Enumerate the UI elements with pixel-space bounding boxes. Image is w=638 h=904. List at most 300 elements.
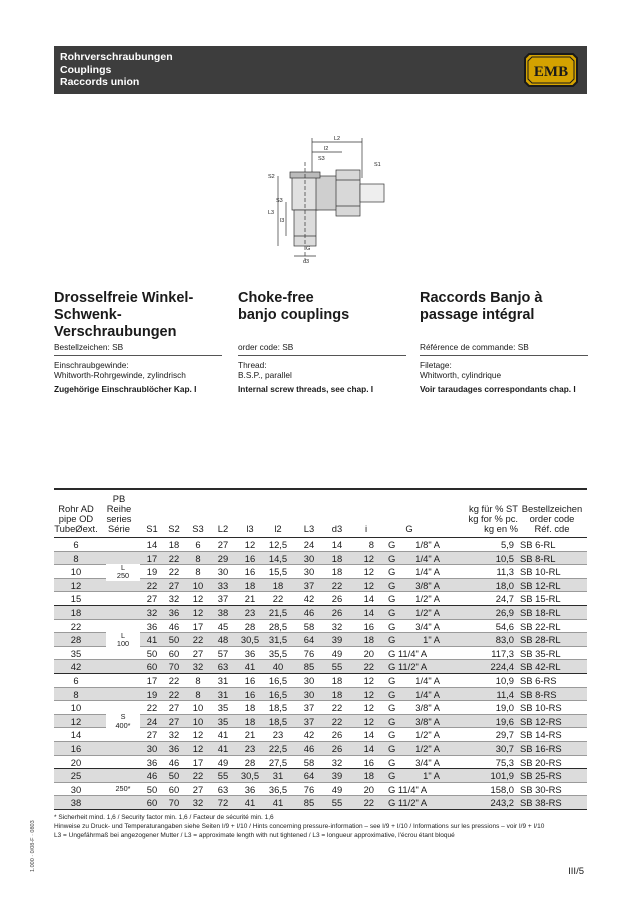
thread-info: Einschraubgewinde: Whitworth-Rohrgewinde, zylindrisch — [54, 360, 186, 380]
cell-G-prefix: G — [388, 566, 396, 578]
cell-tube: 22 — [70, 620, 82, 632]
table-row — [54, 756, 587, 770]
cell-l3: 28 — [244, 620, 256, 632]
cell-s1: 14 — [146, 539, 158, 550]
cell-s3: 17 — [192, 620, 204, 632]
cell-G — [388, 621, 458, 633]
cell-G — [388, 648, 458, 660]
cell-i: 18 — [363, 634, 374, 646]
th-i: i — [364, 523, 368, 534]
cell-s2: 60 — [168, 783, 180, 795]
footnotes — [54, 813, 594, 841]
cell-L3: 37 — [303, 715, 315, 727]
cell-s3: 8 — [195, 688, 201, 700]
thread-info: Filetage: Whitworth, cylindrique — [420, 360, 502, 380]
cell-ref: SB 42-RL — [520, 661, 561, 673]
dimensions-table — [54, 488, 587, 810]
header-line-en: Couplings — [60, 63, 112, 76]
cell-s1: 32 — [146, 606, 158, 618]
cell-L2: 45 — [217, 620, 229, 632]
cell-tube: 35 — [70, 647, 82, 659]
cell-l3: 30,5 — [240, 770, 260, 782]
cell-L3: 30 — [303, 688, 315, 700]
table-row — [54, 592, 587, 606]
cell-d3: 22 — [331, 702, 343, 714]
cell-s3: 17 — [192, 756, 204, 768]
cell-i: 12 — [363, 552, 374, 564]
cell-L2: 49 — [217, 756, 229, 768]
cell-s2: 27 — [168, 702, 180, 714]
cell-s3: 10 — [192, 579, 204, 591]
cell-i: 14 — [363, 593, 374, 605]
cell-G — [388, 784, 458, 796]
cell-G-size: 3/8" A — [415, 715, 440, 727]
cell-tube: 6 — [73, 539, 79, 550]
cell-l3: 16 — [244, 566, 256, 578]
header-line-fr: Raccords union — [60, 76, 140, 88]
cell-G-prefix: G — [388, 756, 396, 768]
cell-G — [388, 716, 458, 728]
cell-l2: 31 — [272, 770, 284, 782]
cell-s1: 50 — [146, 783, 158, 795]
table-header — [54, 488, 587, 538]
table-row — [54, 688, 587, 702]
cell-G — [388, 689, 458, 701]
cell-l3: 18 — [244, 715, 256, 727]
cell-L2: 63 — [217, 661, 229, 673]
cell-ref: SB 10-RL — [520, 566, 561, 578]
cell-G-size: 3/4" A — [415, 620, 440, 632]
cell-s3: 27 — [192, 647, 204, 659]
cell-ref: SB 38-RS — [520, 797, 562, 809]
cell-l2: 21,5 — [268, 606, 288, 618]
cell-L3: 30 — [303, 566, 315, 578]
cell-ref: SB 6-RL — [520, 539, 556, 550]
cell-i: 16 — [363, 756, 374, 768]
dim-S3: S3 — [276, 198, 283, 204]
cell-L2: 72 — [217, 797, 229, 809]
cell-G-size: 1/2" A — [415, 729, 440, 741]
cell-L2: 57 — [217, 647, 229, 659]
cell-l3: 23 — [244, 606, 256, 618]
cell-d3: 55 — [331, 661, 343, 673]
cell-s1: 36 — [146, 756, 158, 768]
cell-s3: 10 — [192, 715, 204, 727]
th-l2: l2 — [274, 523, 282, 534]
cell-L2: 41 — [217, 729, 229, 741]
cell-d3: 26 — [331, 606, 343, 618]
cell-s3: 32 — [192, 661, 204, 673]
cell-L2: 37 — [217, 593, 229, 605]
screw-hole-note: Zugehörige Einschraublöcher Kap. I — [54, 384, 197, 394]
cell-l3: 28 — [244, 756, 256, 768]
cell-l3: 16 — [244, 674, 256, 686]
cell-ref: SB 30-RS — [520, 783, 562, 795]
table-row — [54, 606, 587, 620]
cell-s1: 17 — [146, 674, 158, 686]
cell-L2: 31 — [217, 674, 229, 686]
cell-tube: 18 — [70, 606, 82, 618]
cell-L3: 37 — [303, 579, 315, 591]
cell-ref: SB 8-RL — [520, 552, 556, 564]
cell-L3: 42 — [303, 593, 315, 605]
cell-l2: 22,5 — [268, 742, 288, 754]
cell-ref: SB 35-RL — [520, 647, 561, 659]
cell-tube: 15 — [70, 593, 82, 605]
cell-d3: 22 — [331, 715, 343, 727]
cell-kg: 11,3 — [496, 566, 514, 578]
cell-G-size: 3/4" A — [415, 756, 440, 768]
cell-G-size: 1/4" A — [415, 688, 440, 700]
th-serie: PB Reihe series Série — [106, 493, 132, 534]
cell-kg: 243,2 — [490, 797, 514, 809]
page-number: III/5 — [568, 866, 584, 877]
cell-s2: 46 — [168, 756, 180, 768]
dim-l3: l3 — [280, 218, 285, 224]
th-L2: L2 — [217, 523, 229, 534]
cell-s2: 60 — [168, 647, 180, 659]
cell-G-size: 1/4" A — [415, 566, 440, 578]
cell-G-size: 1/4" A — [415, 674, 440, 686]
series-label: 250* — [106, 785, 140, 794]
cell-l2: 36,5 — [268, 783, 288, 795]
cell-s1: 27 — [146, 729, 158, 741]
cell-i: 12 — [363, 688, 374, 700]
cell-s1: 50 — [146, 647, 158, 659]
cell-l2: 18,5 — [268, 702, 288, 714]
table-row — [54, 674, 587, 688]
cell-G — [388, 607, 458, 619]
cell-s1: 24 — [146, 715, 158, 727]
cell-d3: 22 — [331, 579, 343, 591]
cell-l2: 22 — [272, 593, 284, 605]
cell-s3: 12 — [192, 729, 204, 741]
cell-l3: 18 — [244, 702, 256, 714]
cell-s3: 6 — [195, 539, 201, 550]
cell-ref: SB 22-RL — [520, 620, 561, 632]
cell-d3: 49 — [331, 783, 343, 795]
cell-l3: 36 — [244, 783, 256, 795]
cell-l2: 23 — [272, 729, 284, 741]
cell-G — [388, 675, 458, 687]
series-label: L 250 — [106, 564, 140, 581]
cell-L3: 64 — [303, 634, 315, 646]
cell-s2: 22 — [168, 688, 180, 700]
cell-ref: SB 12-RL — [520, 579, 561, 591]
cell-d3: 39 — [331, 634, 343, 646]
series-label: L 100 — [106, 632, 140, 649]
cell-L2: 27 — [217, 539, 229, 550]
table-row — [54, 538, 587, 552]
cell-kg: 117,3 — [491, 647, 514, 659]
cell-G-prefix: G — [388, 715, 396, 727]
cell-L3: 46 — [303, 742, 315, 754]
cell-l3: 16 — [244, 688, 256, 700]
cell-s3: 8 — [195, 674, 201, 686]
cell-kg: 30,7 — [495, 742, 514, 754]
cell-G — [388, 593, 458, 605]
cell-d3: 18 — [331, 552, 343, 564]
cell-G — [388, 757, 458, 769]
cell-s2: 22 — [168, 552, 180, 564]
cell-G-prefix: G — [388, 620, 396, 632]
cell-ref: SB 10-RS — [520, 702, 562, 714]
cell-L2: 41 — [217, 742, 229, 754]
cell-L3: 58 — [303, 756, 315, 768]
cell-ref: SB 12-RS — [520, 715, 562, 727]
cell-kg: 83,0 — [495, 634, 514, 646]
cell-s2: 46 — [168, 620, 180, 632]
cell-G-prefix: G — [388, 770, 396, 782]
cell-s2: 70 — [168, 661, 180, 673]
cell-tube: 10 — [70, 566, 82, 578]
cell-G — [388, 797, 458, 809]
cell-ref: SB 25-RS — [520, 770, 562, 782]
cell-d3: 18 — [331, 566, 343, 578]
th-tube: Rohr AD pipe OD TubeØext. — [54, 503, 98, 534]
cell-l3: 16 — [244, 552, 256, 564]
svg-text:EMB: EMB — [533, 64, 569, 80]
dim-S3-top: S3 — [318, 156, 325, 162]
cell-tube: 6 — [73, 674, 79, 686]
cell-G-prefix: G 11/4" A — [388, 783, 428, 795]
cell-i: 12 — [363, 674, 374, 686]
cell-s3: 12 — [192, 606, 204, 618]
cell-ref: SB 18-RL — [520, 606, 561, 618]
cell-G-prefix: G — [388, 702, 396, 714]
cell-s2: 27 — [168, 579, 180, 591]
header-bar — [54, 46, 587, 94]
dim-S2: S2 — [268, 174, 275, 180]
cell-G-size: 1" A — [423, 770, 440, 782]
cell-d3: 39 — [331, 770, 343, 782]
cell-L2: 55 — [217, 770, 229, 782]
cell-G-size: 1/8" A — [415, 539, 440, 550]
cell-L3: 85 — [303, 797, 315, 809]
column-fr — [420, 290, 588, 394]
table-row — [54, 742, 587, 756]
cell-i: 12 — [363, 566, 374, 578]
cell-l2: 18,5 — [268, 715, 288, 727]
cell-s3: 12 — [192, 742, 204, 754]
cell-G-prefix: G — [388, 729, 396, 741]
cell-kg: 18,0 — [495, 579, 514, 591]
cell-G — [388, 702, 458, 714]
cell-G-size: 3/8" A — [415, 579, 440, 591]
cell-kg: 10,9 — [495, 674, 514, 686]
cell-G — [388, 729, 458, 741]
cell-l3: 21 — [244, 593, 256, 605]
cell-kg: 19,6 — [495, 715, 514, 727]
cell-i: 16 — [363, 620, 374, 632]
cell-s3: 22 — [192, 770, 204, 782]
cell-L3: 46 — [303, 606, 315, 618]
cell-i: 22 — [363, 797, 374, 809]
cell-s1: 60 — [146, 661, 158, 673]
cell-kg: 24,7 — [495, 593, 514, 605]
cell-l2: 40 — [272, 661, 284, 673]
cell-L3: 37 — [303, 702, 315, 714]
cell-G-prefix: G 11/4" A — [388, 647, 428, 659]
cell-i: 22 — [363, 661, 374, 673]
cell-kg: 54,6 — [495, 620, 514, 632]
cell-G-prefix: G 11/2" A — [388, 797, 428, 809]
cell-s2: 22 — [168, 566, 180, 578]
cell-L3: 42 — [303, 729, 315, 741]
cell-s3: 27 — [192, 783, 204, 795]
cell-l3: 36 — [244, 647, 256, 659]
cell-s2: 50 — [168, 770, 180, 782]
cell-i: 14 — [363, 742, 374, 754]
table-row — [54, 796, 587, 810]
series-label: S 400* — [106, 713, 140, 730]
cell-tube: 12 — [70, 715, 82, 727]
column-en — [238, 290, 406, 394]
cell-G — [388, 770, 458, 782]
thread-info: Thread: B.S.P., parallel — [238, 360, 292, 380]
cell-d3: 49 — [331, 647, 343, 659]
cell-tube: 10 — [70, 702, 82, 714]
cell-kg: 101,9 — [490, 770, 514, 782]
cell-ref: SB 28-RL — [520, 634, 561, 646]
cell-L2: 35 — [217, 715, 229, 727]
dim-S1: S1 — [374, 162, 381, 168]
cell-L3: 64 — [303, 770, 315, 782]
cell-kg: 26,9 — [495, 606, 514, 618]
cell-s2: 70 — [168, 797, 180, 809]
cell-d3: 26 — [331, 742, 343, 754]
cell-d3: 32 — [331, 756, 343, 768]
th-l3: l3 — [246, 523, 254, 534]
cell-l3: 21 — [244, 729, 256, 741]
table-row — [54, 647, 587, 661]
cell-tube: 25 — [70, 770, 82, 782]
cell-G — [388, 566, 458, 578]
th-s2: S2 — [168, 523, 180, 534]
cell-L3: 76 — [303, 647, 315, 659]
cell-s2: 22 — [168, 674, 180, 686]
cell-G-prefix: G — [388, 742, 396, 754]
cell-kg: 75,3 — [495, 756, 514, 768]
column-title: Drosselfreie Winkel- Schwenk- Verschraubungen — [54, 290, 194, 340]
cell-G-prefix: G — [388, 552, 396, 564]
cell-kg: 11,4 — [496, 688, 514, 700]
cell-i: 18 — [363, 770, 374, 782]
cell-l2: 28,5 — [268, 620, 288, 632]
cell-s1: 19 — [146, 688, 158, 700]
cell-G-size: 1/4" A — [415, 552, 440, 564]
cell-kg: 29,7 — [495, 729, 514, 741]
cell-s2: 18 — [168, 539, 180, 550]
cell-L3: 24 — [303, 539, 315, 550]
cell-s2: 32 — [168, 729, 180, 741]
th-s3: S3 — [192, 523, 204, 534]
cell-d3: 55 — [331, 797, 343, 809]
cell-s3: 12 — [192, 593, 204, 605]
cell-s1: 30 — [146, 742, 158, 754]
cell-s1: 19 — [146, 566, 158, 578]
cell-L2: 30 — [217, 566, 229, 578]
cell-d3: 26 — [331, 729, 343, 741]
header-line-de: Rohrverschraubungen — [60, 51, 173, 63]
cell-d3: 18 — [331, 688, 343, 700]
column-title: Choke-free banjo couplings — [238, 290, 350, 323]
cell-G-prefix: G — [388, 688, 396, 700]
cell-tube: 38 — [70, 797, 82, 809]
cell-s1: 46 — [146, 770, 158, 782]
cell-G-prefix: G — [388, 674, 396, 686]
cell-l2: 16,5 — [268, 688, 288, 700]
cell-l2: 12,5 — [268, 539, 288, 550]
order-code: order code: SB — [238, 342, 406, 356]
cell-l3: 30,5 — [240, 634, 260, 646]
cell-l2: 18 — [272, 579, 284, 591]
cell-l2: 27,5 — [268, 756, 288, 768]
column-title: Raccords Banjo à passage intégral — [420, 290, 543, 323]
cell-i: 8 — [368, 539, 374, 550]
cell-i: 12 — [363, 579, 374, 591]
cell-L2: 35 — [217, 702, 229, 714]
cell-L2: 29 — [217, 552, 229, 564]
screw-hole-note: Voir taraudages correspondants chap. I — [420, 384, 576, 394]
cell-l3: 18 — [244, 579, 256, 591]
cell-kg: 158,0 — [490, 783, 514, 795]
cell-s1: 27 — [146, 593, 158, 605]
cell-s1: 60 — [146, 797, 158, 809]
cell-G — [388, 580, 458, 592]
column-de — [54, 290, 222, 394]
cell-l2: 35,5 — [268, 647, 288, 659]
dim-d3: d3 — [303, 259, 310, 264]
cell-G-size: 1/2" A — [415, 593, 440, 605]
cell-s2: 32 — [168, 593, 180, 605]
screw-hole-note: Internal screw threads, see chap. I — [238, 384, 374, 394]
th-L3: L3 — [303, 523, 315, 534]
cell-L2: 48 — [217, 634, 229, 646]
cell-s3: 22 — [192, 634, 204, 646]
cell-tube: 42 — [70, 661, 82, 673]
th-s1: S1 — [146, 523, 158, 534]
cell-G-prefix: G 11/2" A — [388, 661, 428, 673]
cell-tube: 12 — [70, 579, 82, 591]
cell-L2: 63 — [217, 783, 229, 795]
cell-l2: 31,5 — [268, 634, 288, 646]
cell-G-prefix: G — [388, 593, 396, 605]
cell-G-prefix: G — [388, 539, 396, 550]
dim-L3: L3 — [268, 210, 275, 216]
cell-kg: 5,9 — [500, 539, 514, 550]
cell-s2: 27 — [168, 715, 180, 727]
cell-d3: 26 — [331, 593, 343, 605]
cell-tube: 8 — [73, 552, 79, 564]
cell-d3: 32 — [331, 620, 343, 632]
cell-s1: 22 — [146, 579, 158, 591]
cell-G-size: 1/2" A — [415, 742, 440, 754]
cell-L3: 30 — [303, 674, 315, 686]
cell-tube: 14 — [70, 729, 82, 741]
cell-kg: 10,5 — [495, 552, 514, 564]
cell-i: 14 — [363, 729, 374, 741]
footnote-safety: * Sicherheit mind. 1,6 / Security factor min. 1,6 / Facteur de sécurité min. 1,6 — [54, 814, 274, 821]
cell-G-prefix: G — [388, 606, 396, 618]
dim-G: G — [306, 246, 311, 252]
cell-l2: 41 — [272, 797, 284, 809]
cell-s3: 8 — [195, 552, 201, 564]
cell-l2: 14,5 — [268, 552, 288, 564]
cell-l3: 12 — [244, 539, 256, 550]
cell-tube: 28 — [70, 634, 82, 646]
cell-L3: 30 — [303, 552, 315, 564]
